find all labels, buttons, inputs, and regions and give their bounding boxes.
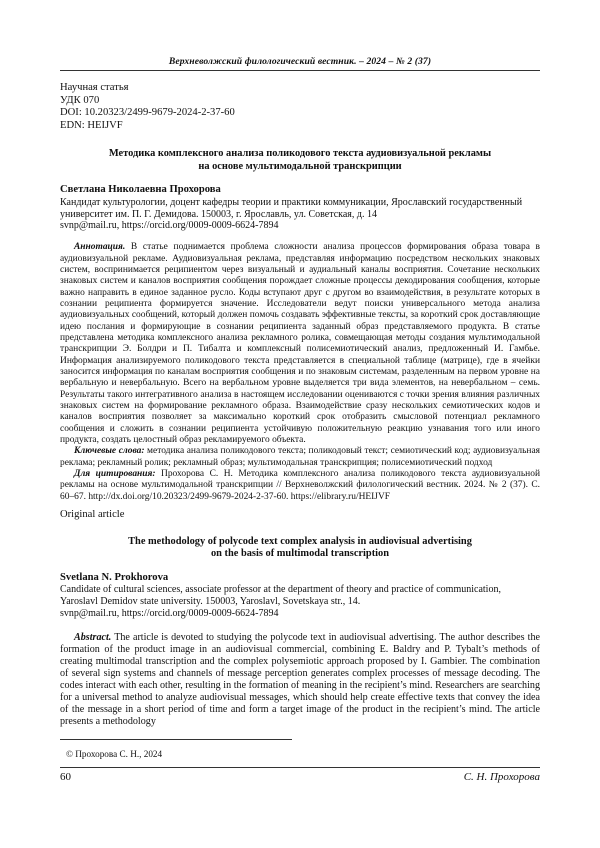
article-meta	[60, 82, 540, 132]
author-name-ru: Светлана Николаевна Прохорова	[60, 184, 221, 196]
running-header: Верхневолжский филологический вестник. – 2024 – № 2 (37)	[168, 56, 432, 67]
title-en-line1: The methodology of polycode text complex analysis in audiovisual advertising	[128, 535, 472, 547]
article-body	[60, 82, 540, 728]
author-contacts-ru[interactable]: svnp@mail.ru, https://orcid.org/0009-0009-6624-7894	[60, 220, 279, 232]
edn-line: EDN: HEIJVF	[60, 119, 123, 131]
keywords-ru-text: методика анализа поликодового текста; поликодовый текст; семиотический код; аудиовизуальная реклама; рекламный ролик; рекламный образ; мультимодальная транскрипция; полисемиотический подход	[60, 446, 541, 468]
abstract-ru	[60, 242, 540, 446]
header-rule	[60, 70, 540, 71]
title-en-line2: on the basis of multimodal transcription	[210, 548, 390, 560]
keywords-ru	[60, 446, 540, 469]
author-affiliation-ru: Кандидат культурологии, доцент кафедры теории и практики коммуникации, Ярославский государственный университет им. П. Г. Демидова. 150003, г. Ярославль, ул. Советская, д. 14	[60, 196, 523, 220]
citation-ru-text[interactable]: Прохорова С. Н. Методика комплексного анализа поликодового текста аудиовизуальной рекламы на основе мультимодальной транскрипции // Верхневолжский филологический вестник. 2024. № 2 (37). С. 60–67. http://dx.doi.org/10.20323/2499-9679-2024-2-37-60. https://elibrary.ru/HEIJVF	[60, 469, 540, 502]
footnote-rule	[60, 739, 292, 740]
article-type-en: Original article	[60, 509, 125, 521]
author-contacts-en[interactable]: svnp@mail.ru, https://orcid.org/0009-0009-6624-7894	[60, 607, 279, 619]
title-ru-line1: Методика комплексного анализа поликодового текста аудиовизуальной рекламы	[108, 148, 492, 160]
abstract-en-label: Abstract.	[74, 631, 112, 643]
article-title-ru	[60, 148, 540, 173]
author-name-en: Svetlana N. Prokhorova	[60, 571, 169, 583]
title-ru-line2: на основе мультимодальной транскрипции	[198, 160, 402, 172]
udk-code: УДК 070	[60, 94, 100, 106]
keywords-ru-label: Ключевые слова:	[74, 446, 145, 457]
author-affiliation-en: Candidate of cultural sciences, associate professor at the department of theory and practice of communication, Yaroslavl Demidov state university. 150003, Yaroslavl, Sovetskaya str., 14.	[60, 584, 501, 607]
abstract-ru-label: Аннотация.	[74, 242, 126, 253]
page-number: 60	[60, 771, 71, 783]
citation-ru-label: Для цитирования:	[74, 469, 156, 480]
article-type: Научная статья	[60, 82, 129, 93]
abstract-ru-text: В статье поднимается проблема сложности анализа процессов формирования образа товара в аудиовизуальной рекламе. Аудиовизуальная реклама, представляя информацию посредством нескольких знаковых систем, воспринимается реципиентом через визуальный и аудиальный каналы восприятия. Сочетание нескольких знаковых систем и каналов восприятия сообщения порождает сложные процессы декодирования сообщения, которые важно направить в единое заданное русло. Коды вступают друг с другом во взаимодействия, в результате которых в сознании реципиента формируется значение. Исследователи ведут поиски универсального метода анализа аудиовизуальных сообщений, который должен помочь создавать эффективные тексты, за короткий срок доставляющие идею послания и формирующие в сознании реципиента заданный образ представляемого продукта. В статье представлена методика комплексного анализа рекламного ролика, совмещающая методы создания мультимодальной транскрипции Э. Болдри и П. Тибалта и комплексный полисемиотический анализ, предложенный И. Гамбье. Информация анализируемого поликодового текста представляется в специальной таблице (матрице), где в ячейки заносится информация по каналам восприятия сообщения и по знаковым системам, разделенным на первом уровне на вербальную и невербальную. Всего на вербальном уровне выделяется три вида элементов, на невербальном – семь. Результаты такого интегративного анализа в настоящем исследовании оцениваются с точки зрения влияния различных знаковых систем на формирование рекламного образа. Взаимодействие сразу нескольких семиотических кодов и каналов восприятия позволяет за максимально короткий срок отобразить смысловой потенциал рекламного сообщения и сложить в сознании реципиента устойчивую положительную реакцию узнавания того или иного продукта, создать целостный образ рекламируемого объекта.	[60, 242, 540, 446]
footer-rule	[60, 767, 540, 768]
abstract-en-text: The article is devoted to studying the polycode text in audiovisual advertising. The author describes the formation of the product image in an audiovisual commercial, combining E. Baldry and P. Tybalt’s methods of creating multimodal transcription and the complex polysemiotic approach proposed by I. Gambier. The combination of several sign systems and channels of message perception generates complex processes of message decoding. The codes interact with each other, resulting in the formation of meaning in the recipient’s mind. Researchers are searching for a universal method to analyze audiovisual messages, which should help create effective texts that convey the idea of the message in a short period of time and form a target image of the product in the recipient’s mind. The article presents a methodology	[60, 631, 540, 728]
doi-line[interactable]: DOI: 10.20323/2499-9679-2024-2-37-60	[60, 107, 235, 119]
article-title-en	[60, 536, 540, 561]
abstract-en	[60, 632, 540, 729]
copyright-footnote: © Прохорова С. Н., 2024	[66, 749, 163, 759]
citation-ru	[60, 469, 540, 503]
footer-author: С. Н. Прохорова	[463, 771, 540, 783]
